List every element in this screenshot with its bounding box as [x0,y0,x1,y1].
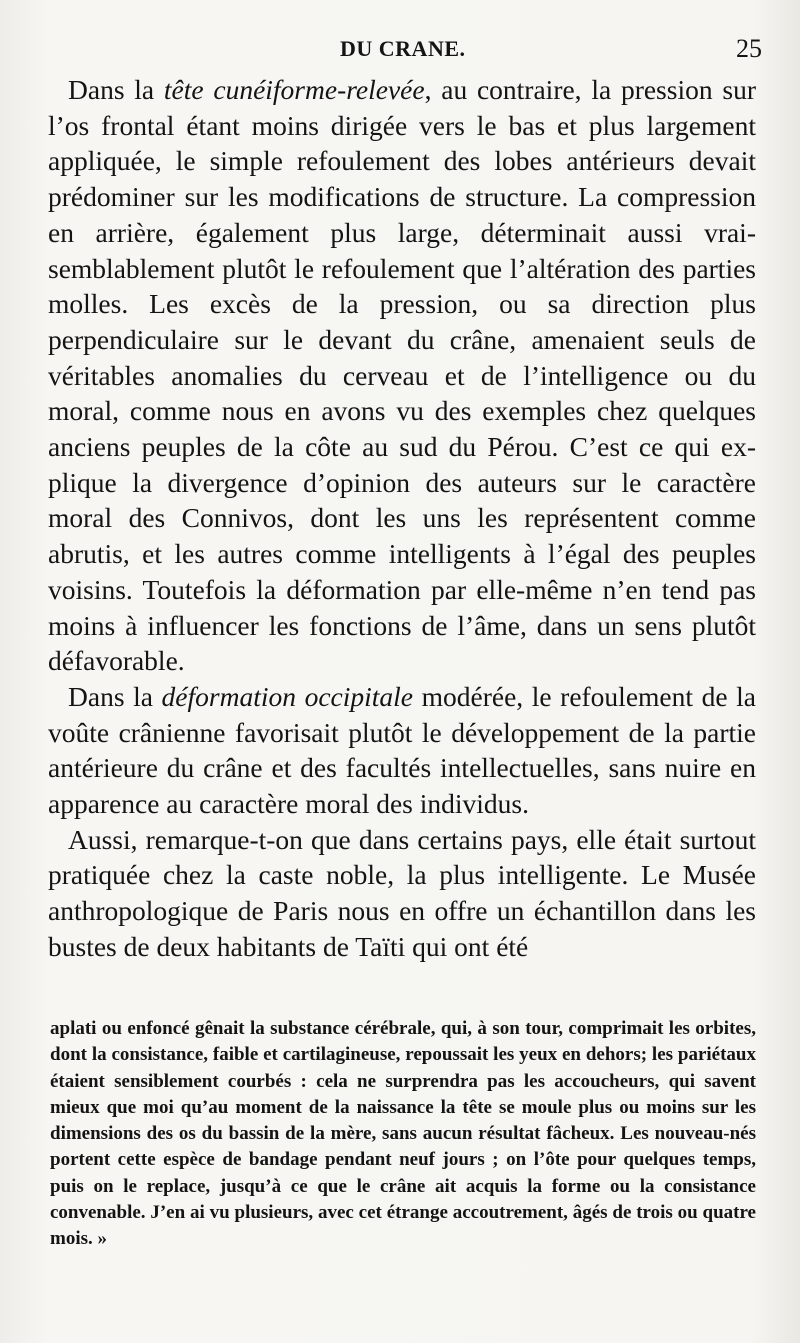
page-number: 25 [736,34,762,63]
paragraph-1-italic-term: tête cunéiforme-relevée [163,74,425,105]
footnote [50,1016,756,1253]
page-header [0,32,800,72]
paragraph-1-rest: , au contraire, la pression sur l’os frontal étant moins dirigée vers le bas et plus largement appliquée, le simple refoulement des lobes antérieurs devait prédominer sur les modifications de structure. La compression en arrière, également plus large, déterminait aussi vraisemblablement plutôt le refoulement que l’altération des parties molles. Les excès de la pression, ou sa direction plus perpendiculaire sur le devant du crâne, amenaient seuls de véritables anomalies du cerveau et de l’intelligence ou du moral, comme nous en avons vu des exemples chez quelques anciens peuples de la côte au sud du Pérou. C’est ce qui explique la divergence d’opinion des auteurs sur le caractère moral des Connivos, dont les uns les représentent comme abrutis, et les autres comme intelligents à l’égal des peuples voisins. Toutefois la déformation par elle-même n’en tend pas moins à influencer les fonctions de l’âme, dans un sens plutôt défavorable. [48,74,756,677]
paragraph-2 [48,679,756,822]
paragraph-1-start: Dans la [68,74,164,105]
paragraph-1 [48,72,756,679]
paragraph-2-start: Dans la [68,680,162,712]
footnote-text: aplati ou enfoncé gênait la substance cérébrale, qui, à son tour, comprimait les orbites, dont la consistance, faible et cartilagineuse, repoussait les yeux en dehors; les pariétaux étaient sensiblement courbés : cela ne surprendra pas les accoucheurs, qui savent mieux que moi qu’au moment de la naissance la tête se moule plus ou moins sur les dimensions des os du bassin de la mère, sans aucun résultat fâcheux. Les nouveau-nés portent cette espèce de bandage pendant neuf jours ; on l’ôte pour quelques temps, puis on le replace, jusqu’à ce que le crâne ait acquis la forme ou la consistance convenable. J’en ai vu plusieurs, avec cet étrange accoutrement, âgés de trois ou quatre mois. » [50,1018,756,1250]
paragraph-3: Aussi, remarque-t-on que dans certains pays, elle était surtout pratiquée chez la caste noble, la plus intelligente. Le Musée anthropologique de Paris nous en offre un échantillon dans les bustes de deux habitants de Taïti qui ont été [48,823,756,962]
main-text [48,72,756,965]
paragraph-2-italic-term: déformation occipitale [161,680,414,712]
running-title: DU CRANE. [340,36,466,61]
paragraph-2-rest: modérée, le refoulement de la voûte crânienne favorisait plutôt le développement de la partie antérieure du crâne et des facultés intellectuelles, sans nuire en apparence au caractère moral des individus. [48,680,756,820]
